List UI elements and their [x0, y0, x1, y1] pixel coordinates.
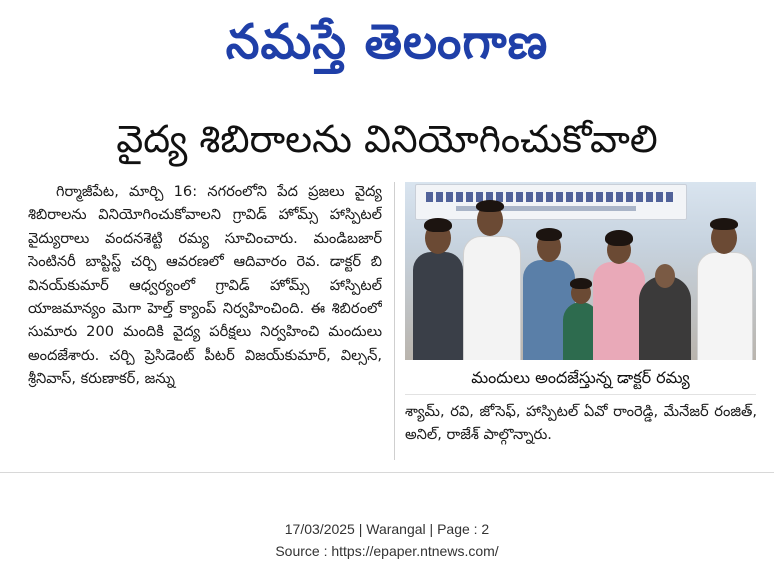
article-headline: వైద్య శిబిరాలను వినియోగించుకోవాలి [116, 117, 658, 161]
article-body-left [28, 180, 382, 465]
photo-person [457, 192, 523, 360]
article-text-left: గిర్మాజీపేట, మార్చి 16: నగరంలోని పేద ప్రజలు వైద్య శిబిరాలను వినియోగించుకోవాలని గ్రావిడ్ హోమ్స్ హాస్పిటల్ వైద్యురాలు వందనశెట్టి రమ్య సూచించారు. మండిబజార్ సెంటినరీ బాప్టిస్ట్ చర్చి ఆవరణలో ఆదివారం రెవ. డాక్టర్ బి వినయ్‌కుమార్ ఆధ్వర్యంలో గ్రావిడ్ హోమ్స్ హాస్పిటల్ యాజమాన్యం మెగా హెల్త్ క్యాంప్ నిర్వహించింది. ఈ శిబిరంలో సుమారు 200 మందికి వైద్య పరీక్షలు నిర్వహించి మందులు అందజేశారు. చర్చి ప్రెసిడెంట్ పీటర్ విజయ్‌కుమార్, విల్సన్, శ్రీనివాస్, కరుణాకర్, జన్ను [28, 183, 382, 388]
footer-dateline: 17/03/2025 | Warangal | Page : 2 [284, 521, 490, 537]
newspaper-masthead: నమస్తే తెలంగాణ [225, 14, 549, 70]
article-text-right: శ్యామ్, రవి, జోసెఫ్, హాస్పిటల్ ఏవో రాంరెడ్డి, మేనేజర్ రంజిత్, అనిల్, రాజేశ్ పాల్గొన్నారు. [405, 403, 757, 444]
clipping-footer [0, 518, 774, 570]
article-body-right [405, 400, 757, 460]
photo-person [693, 210, 755, 360]
column-divider [394, 182, 395, 460]
article-photo [405, 182, 756, 360]
photo-person [637, 252, 693, 360]
footer-source: Source : https://epaper.ntnews.com/ [275, 543, 499, 559]
photo-caption: మందులు అందజేస్తున్న డాక్టర్ రమ్య [405, 362, 756, 395]
